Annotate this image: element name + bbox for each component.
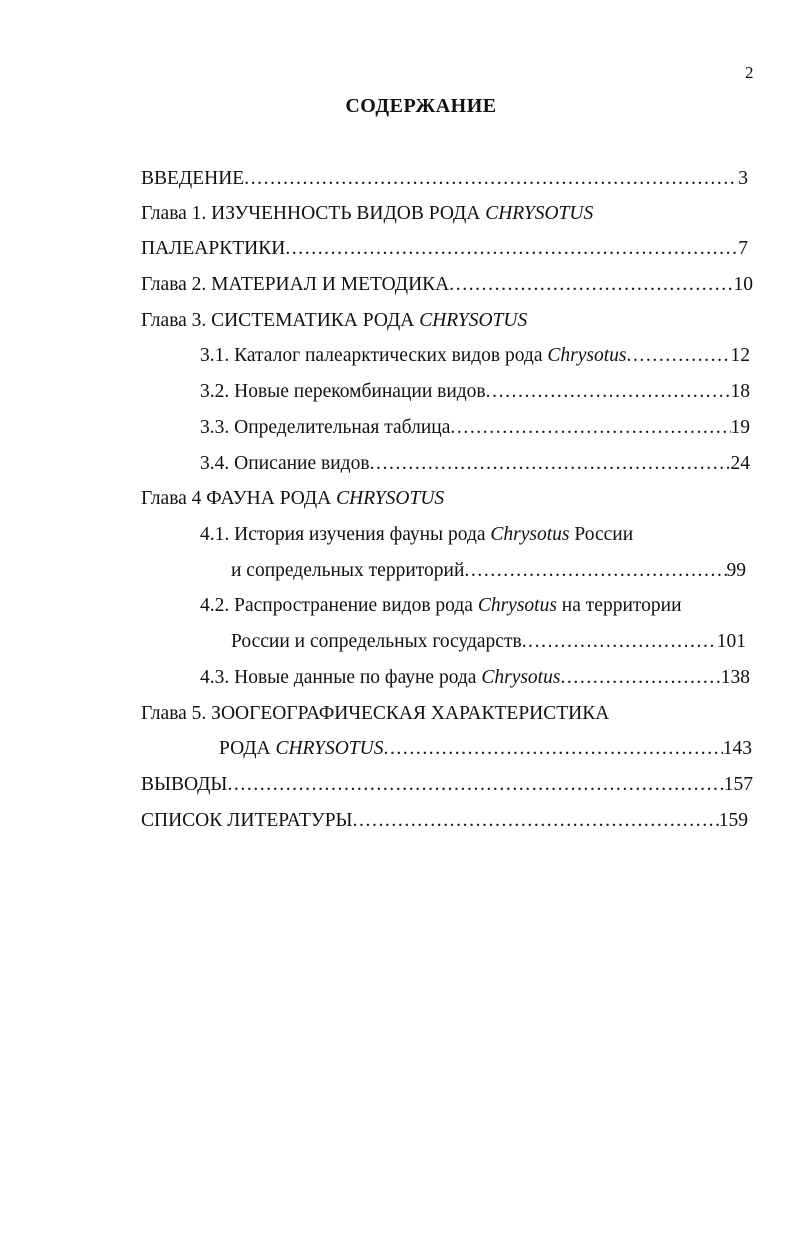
toc-entry-conclusions[interactable] bbox=[141, 773, 753, 797]
toc-entry-text: ВЫВОДЫ bbox=[141, 774, 228, 795]
toc-entry-chapter-4[interactable] bbox=[141, 487, 444, 511]
toc-entry-4-1[interactable] bbox=[200, 523, 633, 547]
toc-page-number: 99 bbox=[726, 560, 746, 581]
toc-entry-text: Глава 4 ФАУНА РОДА bbox=[141, 488, 337, 509]
leader-dots bbox=[383, 737, 722, 761]
leader-dots bbox=[486, 380, 731, 404]
toc-entry-text: ПАЛЕАРКТИКИ bbox=[141, 238, 286, 259]
toc-page-number: 10 bbox=[733, 274, 753, 295]
toc-entry-text: 4.3. Новые данные по фауне рода Chrysotus bbox=[200, 667, 561, 688]
genus-name: Chrysotus bbox=[490, 524, 570, 545]
toc-entry-4-3[interactable] bbox=[200, 666, 750, 690]
leader-dots bbox=[449, 273, 733, 297]
toc-entry-3-3[interactable] bbox=[200, 416, 750, 440]
toc-entry-4-2[interactable] bbox=[200, 594, 682, 618]
genus-name: CHRYSOTUS bbox=[336, 488, 445, 509]
leader-dots bbox=[522, 630, 717, 654]
toc-entry-text: 3.2. Новые перекомбинации видов bbox=[200, 381, 486, 402]
toc-entry-text-suffix: на территории bbox=[556, 595, 682, 616]
toc-entry-4-1-cont[interactable] bbox=[231, 559, 746, 583]
toc-entry-intro[interactable] bbox=[141, 167, 748, 191]
toc-entry-3-1[interactable] bbox=[200, 344, 750, 368]
toc-entry-text: 3.4. Описание видов bbox=[200, 453, 370, 474]
toc-entry-chapter-5[interactable] bbox=[141, 702, 609, 726]
genus-name: Chrysotus bbox=[477, 595, 557, 616]
toc-entry-text-suffix: России bbox=[569, 524, 634, 545]
toc-entry-3-4[interactable] bbox=[200, 452, 750, 476]
page-number: 2 bbox=[745, 63, 754, 82]
toc-page-number: 138 bbox=[720, 667, 750, 688]
toc-entry-text: СПИСОК ЛИТЕРАТУРЫ bbox=[141, 810, 353, 831]
toc-entry-3-2[interactable] bbox=[200, 380, 750, 404]
toc-entry-text: 4.1. История изучения фауны рода bbox=[200, 524, 491, 545]
toc-entry-text: Глава 5. ЗООГЕОГРАФИЧЕСКАЯ ХАРАКТЕРИСТИКА bbox=[141, 703, 610, 724]
toc-entry-chapter-5-cont[interactable] bbox=[219, 737, 752, 761]
toc-entry-text: 3.3. Определительная таблица bbox=[200, 417, 451, 438]
toc-entry-text: Глава 1. ИЗУЧЕННОСТЬ ВИДОВ РОДА bbox=[141, 203, 486, 224]
leader-dots bbox=[626, 344, 730, 368]
toc-entry-4-2-cont[interactable] bbox=[231, 630, 746, 654]
toc-entry-text: ВВЕДЕНИЕ bbox=[141, 168, 245, 189]
leader-dots bbox=[227, 773, 723, 797]
genus-name: CHRYSOTUS bbox=[485, 203, 594, 224]
toc-entry-text: Глава 2. МАТЕРИАЛ И МЕТОДИКА bbox=[141, 274, 450, 295]
toc-entry-chapter-3[interactable] bbox=[141, 309, 527, 333]
leader-dots bbox=[244, 167, 738, 191]
toc-page-number: 12 bbox=[730, 345, 750, 366]
toc-page-number: 143 bbox=[722, 738, 752, 759]
toc-entry-references[interactable] bbox=[141, 809, 748, 833]
genus-name: Chrysotus bbox=[547, 345, 627, 366]
leader-dots bbox=[464, 559, 726, 583]
toc-entry-text: и сопредельных территорий bbox=[231, 560, 465, 581]
toc-entry-chapter-2[interactable] bbox=[141, 273, 753, 297]
toc-page-number: 18 bbox=[730, 381, 750, 402]
leader-dots bbox=[353, 809, 719, 833]
page-title: СОДЕРЖАНИЕ bbox=[345, 95, 497, 117]
leader-dots bbox=[285, 237, 738, 261]
toc-entry-text: России и сопредельных государств bbox=[231, 631, 522, 652]
leader-dots bbox=[370, 452, 731, 476]
genus-name: CHRYSOTUS bbox=[419, 310, 528, 331]
toc-entry-text: 4.2. Распространение видов рода bbox=[200, 595, 478, 616]
toc-entry-text: РОДА CHRYSOTUS bbox=[219, 738, 384, 759]
toc-page-number: 101 bbox=[716, 631, 746, 652]
toc-page-number: 24 bbox=[730, 453, 750, 474]
toc-entry-text: Глава 3. СИСТЕМАТИКА РОДА bbox=[141, 310, 420, 331]
toc-entry-chapter-1-cont[interactable] bbox=[141, 237, 748, 261]
toc-page-number: 19 bbox=[730, 417, 750, 438]
toc-entry-chapter-1[interactable] bbox=[141, 202, 593, 226]
toc-entry-text: 3.1. Каталог палеарктических видов рода Chrysotus bbox=[200, 345, 627, 366]
leader-dots bbox=[450, 416, 730, 440]
toc-page-number: 157 bbox=[723, 774, 753, 795]
toc-page-number: 3 bbox=[738, 168, 748, 189]
genus-name: CHRYSOTUS bbox=[275, 738, 384, 759]
leader-dots bbox=[560, 666, 720, 690]
toc-page-number: 7 bbox=[738, 238, 748, 259]
genus-name: Chrysotus bbox=[481, 667, 561, 688]
toc-page-number: 159 bbox=[718, 810, 748, 831]
